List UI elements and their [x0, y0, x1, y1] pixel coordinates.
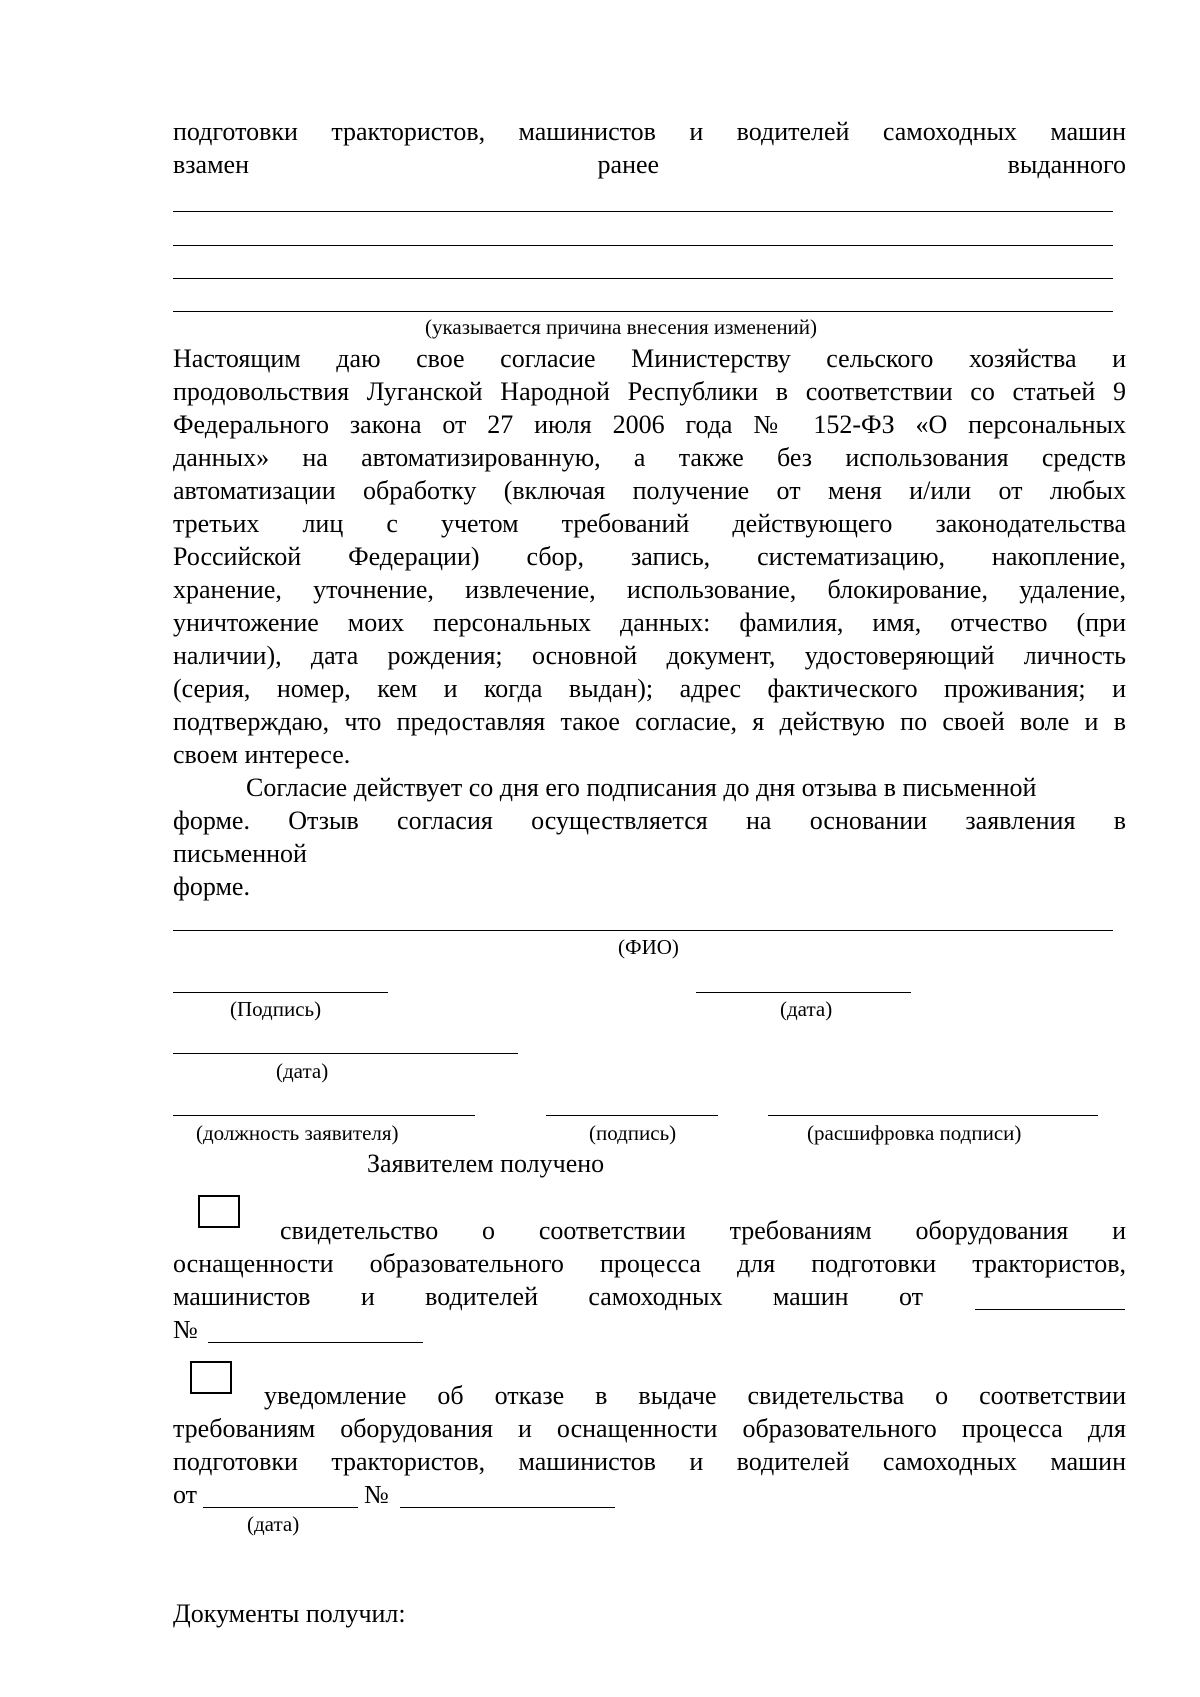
- option2-number-label: №: [364, 1480, 389, 1509]
- option2-date-caption: (дата): [247, 1512, 300, 1536]
- signature-line[interactable]: [173, 992, 388, 993]
- consent-line-5: автоматизации обработку (включая получение от меня и/или от любых: [173, 476, 1126, 505]
- date-caption: (дата): [780, 997, 833, 1021]
- option2-date-line[interactable]: [203, 1507, 358, 1508]
- consent-line-8: хранение, уточнение, извлечение, использование, блокирование, удаление,: [173, 575, 1126, 604]
- option2-number-line[interactable]: [400, 1507, 615, 1508]
- option1-line-2: оснащенности образовательного процесса для подготовки трактористов,: [173, 1249, 1126, 1278]
- consent-line-1: Настоящим даю свое согласие Министерству сельского хозяйства и: [173, 344, 1126, 373]
- consent-line-12: подтверждаю, что предоставляя такое согласие, я действую по своей воле и в: [173, 707, 1126, 736]
- reason-line-2[interactable]: [173, 245, 1113, 246]
- consent-line-9: уничтожение моих персональных данных: фамилия, имя, отчество (при: [173, 608, 1126, 637]
- option1-number-line[interactable]: [208, 1342, 423, 1343]
- date-caption-2: (дата): [276, 1059, 329, 1083]
- refusal-checkbox[interactable]: [190, 1361, 232, 1394]
- consent-line-13: своем интересе.: [173, 740, 351, 769]
- decode-line[interactable]: [768, 1115, 1098, 1116]
- consent-line-7: Российской Федерации) сбор, запись, систематизацию, накопление,: [173, 542, 1126, 571]
- consent-line-2: продовольствия Луганской Народной Республики в соответствии со статьей 9: [173, 377, 1126, 406]
- reason-line-1[interactable]: [173, 211, 1113, 212]
- date-line-2[interactable]: [173, 1053, 518, 1054]
- validity-line-1: Согласие действует со дня его подписания до дня отзыва в письменной: [246, 773, 1037, 802]
- consent-line-4: данных» на автоматизированную, а также без использования средств: [173, 443, 1126, 472]
- top-line-2: взамен ранее выданного: [173, 150, 1126, 179]
- validity-line-4: форме.: [173, 872, 250, 901]
- decode-caption: (расшифровка подписи): [807, 1121, 1022, 1145]
- received-heading: Заявителем получено: [367, 1149, 605, 1178]
- fio-line[interactable]: [173, 930, 1113, 931]
- position-line[interactable]: [173, 1115, 475, 1116]
- certificate-checkbox[interactable]: [198, 1195, 240, 1228]
- option1-line-3: машинистов и водителей самоходных машин от: [173, 1282, 923, 1311]
- sign-small-caption: (подпись): [589, 1121, 677, 1145]
- position-caption: (должность заявителя): [196, 1121, 399, 1145]
- consent-line-11: (серия, номер, кем и когда выдан); адрес фактического проживания; и: [173, 674, 1126, 703]
- option1-date-line[interactable]: [975, 1309, 1125, 1310]
- consent-line-6: третьих лиц с учетом требований действующего законодательства: [173, 509, 1126, 538]
- documents-received: Документы получил:: [173, 1599, 406, 1628]
- option1-line-1: свидетельство о соответствии требованиям оборудования и: [280, 1216, 1126, 1245]
- option2-line-2: требованиям оборудования и оснащенности образовательного процесса для: [173, 1414, 1126, 1443]
- reason-caption: (указывается причина внесения изменений): [425, 315, 818, 339]
- validity-line-2: форме. Отзыв согласия осуществляется на основании заявления в: [173, 806, 1126, 835]
- reason-line-4[interactable]: [173, 311, 1113, 312]
- option2-from-label: от: [173, 1480, 198, 1509]
- validity-line-3: письменной: [173, 839, 307, 868]
- sign-small-line[interactable]: [546, 1115, 718, 1116]
- fio-caption: (ФИО): [618, 935, 679, 959]
- option2-line-1: уведомление об отказе в выдаче свидетельства о соответствии: [264, 1381, 1126, 1410]
- date-line[interactable]: [696, 992, 911, 993]
- signature-caption: (Подпись): [230, 997, 322, 1021]
- option1-number-label: №: [173, 1315, 198, 1344]
- option2-line-3: подготовки трактористов, машинистов и водителей самоходных машин: [173, 1447, 1126, 1476]
- consent-line-3: Федерального закона от 27 июля 2006 года № 152-ФЗ «О персональных: [173, 410, 1126, 439]
- reason-line-3[interactable]: [173, 278, 1113, 279]
- top-line-1: подготовки трактористов, машинистов и водителей самоходных машин: [173, 117, 1126, 146]
- consent-line-10: наличии), дата рождения; основной документ, удостоверяющий личность: [173, 641, 1126, 670]
